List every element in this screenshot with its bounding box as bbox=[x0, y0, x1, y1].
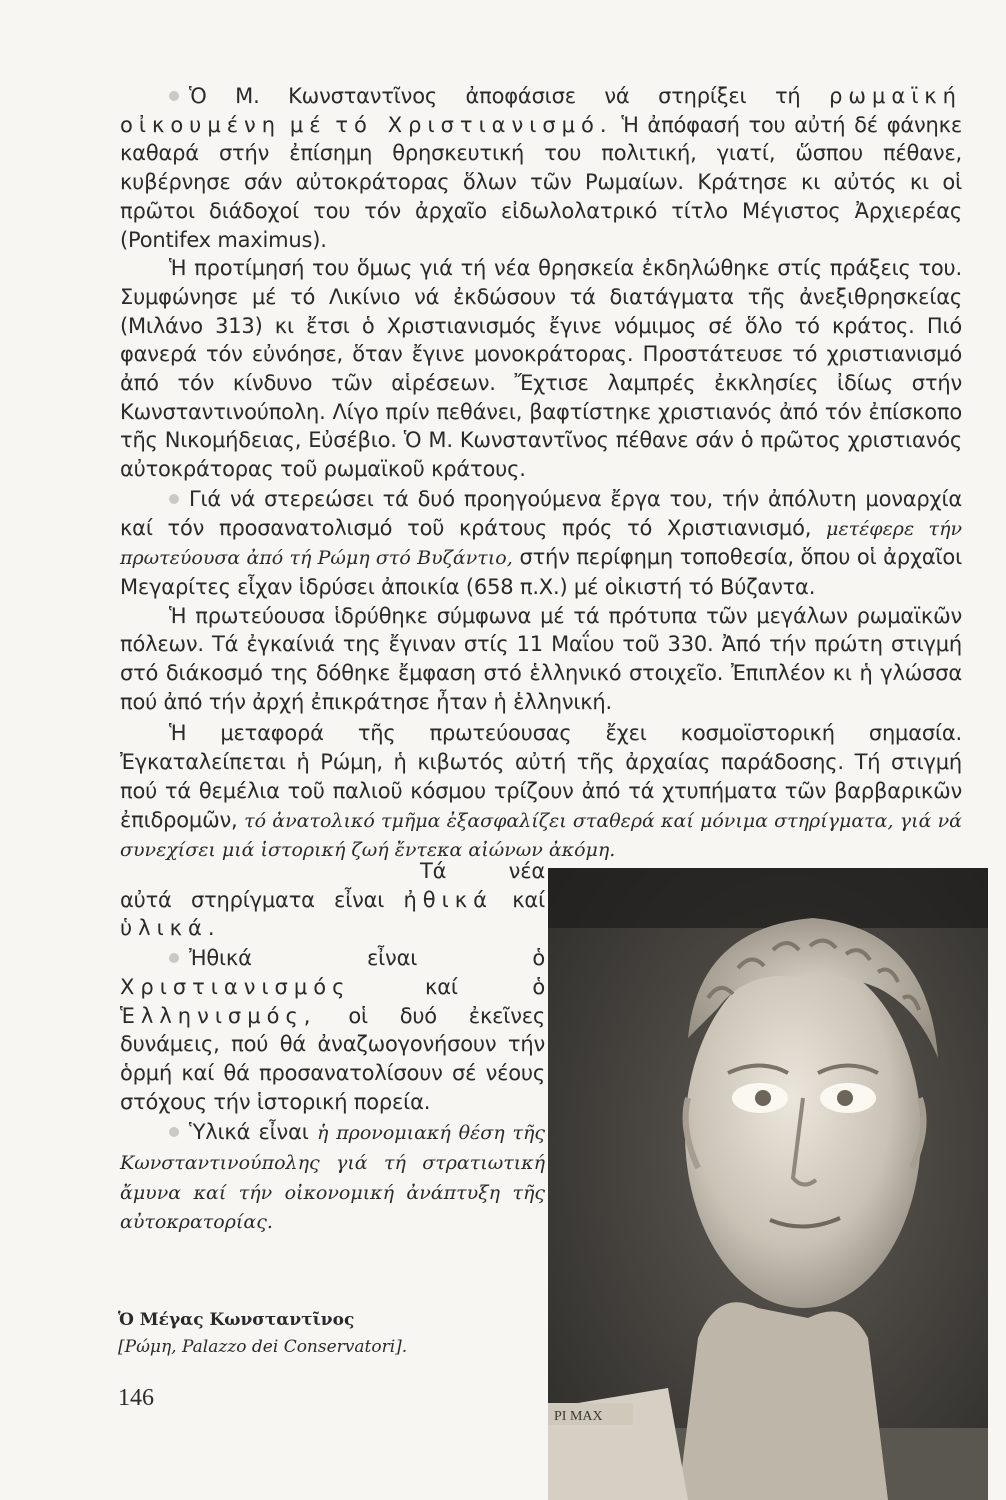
caption-title: Ὁ Μέγας Κωνσταντῖνος bbox=[118, 1310, 355, 1330]
bullet-dot bbox=[169, 1127, 179, 1137]
caption-source: [Ρώμη, Palazzo dei Conservatori]. bbox=[118, 1337, 408, 1357]
bullet-dot bbox=[169, 494, 179, 504]
paragraph-4: Ἡ πρωτεύουσα ἱδρύθηκε σύμφωνα μέ τά πρότυπα τῶν μεγάλων ρωμαϊκῶν πόλεων. Τά ἐγκαίνιά της ἔγιναν στίς 11 Μαΐου τοῦ 330. Ἀπό τήν πρώτη στιγμή στό διάκοσμό της δόθηκε ἔμφαση στό ἑλληνικό στοιχεῖο. Ἐπιπλέον κι ἡ γλώσσα πού ἀπό τήν ἀρχή ἐπικράτησε ἦταν ἡ ἑλληνική. bbox=[120, 603, 962, 714]
paragraph-6: Ἠθικά εἶναι ὁ Χριστιανισμός καί ὁ Ἑλληνισμός, οἱ δυό ἐκεῖνες δυνάμεις, πού θά ἀναζωογονήσουν τήν ὁρμή καί θά προσανατολίσουν σέ νέους στόχους τήν ἱστορική πορεία. bbox=[120, 946, 545, 1114]
bullet-dot bbox=[169, 953, 179, 963]
paragraph-5-continued: Τά νέα αὐτά στηρίγματα εἶναι ἠθικά καί ὑλικά. bbox=[120, 859, 545, 941]
paragraph-2: Ἡ προτίμησή του ὅμως γιά τή νέα θρησκεία ἐκδηλώθηκε στίς πράξεις του. Συμφώνησε μέ τό Λικίνιο νά ἐκδώσουν τά διατάγματα τῆς ἀνεξιθρησκείας (Μιλάνο 313) κι ἔτσι ὁ Χριστιανισμός ἔγινε νόμιμος σέ ὅλο τό κράτος. Πιό φανερά τόν εὐνόησε, ὅταν ἔγινε μονοκράτορας. Προστάτευσε τό χριστιανισμό ἀπό τόν κίνδυνο τῶν αἱρέσεων. Ἔχτισε λαμπρές ἐκκλησίες ἰδίως στήν Κωνσταντινούπολη. Λίγο πρίν πεθάνει, βαφτίστηκε χριστιανός ἀπό τόν ἐπίσκοπο τῆς Νικομήδειας, Εὐσέβιο. Ὁ Μ. Κωνσταντῖνος πέθανε σάν ὁ πρῶτος χριστιανός αὐτοκράτορας τοῦ ρωμαϊκοῦ κράτους. bbox=[120, 256, 962, 482]
main-text-block bbox=[120, 82, 962, 865]
paragraph-3: Γιά νά στερεώσει τά δυό προηγούμενα ἔργα του, τήν ἀπόλυτη μοναρχία καί τόν προσανατολισμό τοῦ κράτους πρός τό Χριστιανισμό, μετέφερε τήν πρωτεύουσα ἀπό τή Ρώμη στό Βυζάντιο, στήν περίφημη τοποθεσία, ὅπου οἱ ἀρχαῖοι Μεγαρίτες εἶχαν ἱδρύσει ἀποικία (658 π.Χ.) μέ οἰκιστή τό Βύζαντα. bbox=[120, 486, 963, 599]
bust-inscription: PI MAX bbox=[554, 1409, 603, 1424]
page-number: 146 bbox=[118, 1385, 154, 1411]
bullet-dot bbox=[169, 91, 179, 101]
paragraph-1: Ὁ Μ. Κωνσταντῖνος ἀποφάσισε νά στηρίξει τή ρωμαϊκή οἰκουμένη μέ τό Χριστιανισμό. Ἡ ἀπόφασή του αὐτή δέ φάνηκε καθαρά στήν ἐπίσημη θρησκευτική του πολιτική, γιατί, ὥσπου πέθανε, κυβέρνησε σάν αὐτοκράτορας ὅλων τῶν Ρωμαίων. Κράτησε κι αὐτός κι οἱ πρῶτοι διάδοχοί του τόν ἀρχαῖο εἰδωλολατρικό τίτλο Μέγιστος Ἀρχιερέας (Pontifex maximus). bbox=[120, 84, 962, 252]
narrow-text-block bbox=[120, 857, 545, 1237]
paragraph-7: Ὑλικά εἶναι ἡ προνομιακή θέση τῆς Κωνσταντινούπολης γιά τή στρατιωτική ἄμυνα καί τήν οἰκονομική ἀνάπτυξη τῆς αὐτοκρατορίας. bbox=[120, 1120, 545, 1234]
paragraph-5: Ἡ μεταφορά τῆς πρωτεύουσας ἔχει κοσμοϊστορική σημασία. Ἐγκαταλείπεται ἡ Ρώμη, ἡ κιβωτός αὐτή τῆς ἀρχαίας παράδοσης. Τή στιγμή πού τά θεμέλια τοῦ παλιοῦ κόσμου τρίζουν ἀπό τά χτυπήματα τῶν βαρβαρικῶν ἐπιδρομῶν, τό ἀνατολικό τμῆμα ἐξασφαλίζει σταθερά καί μόνιμα στηρίγματα, γιά νά συνεχίσει μιά ἱστορική ζωή ἔντεκα αἰώνων ἀκόμη. bbox=[120, 721, 962, 862]
constantine-bust-photo bbox=[548, 868, 988, 1500]
